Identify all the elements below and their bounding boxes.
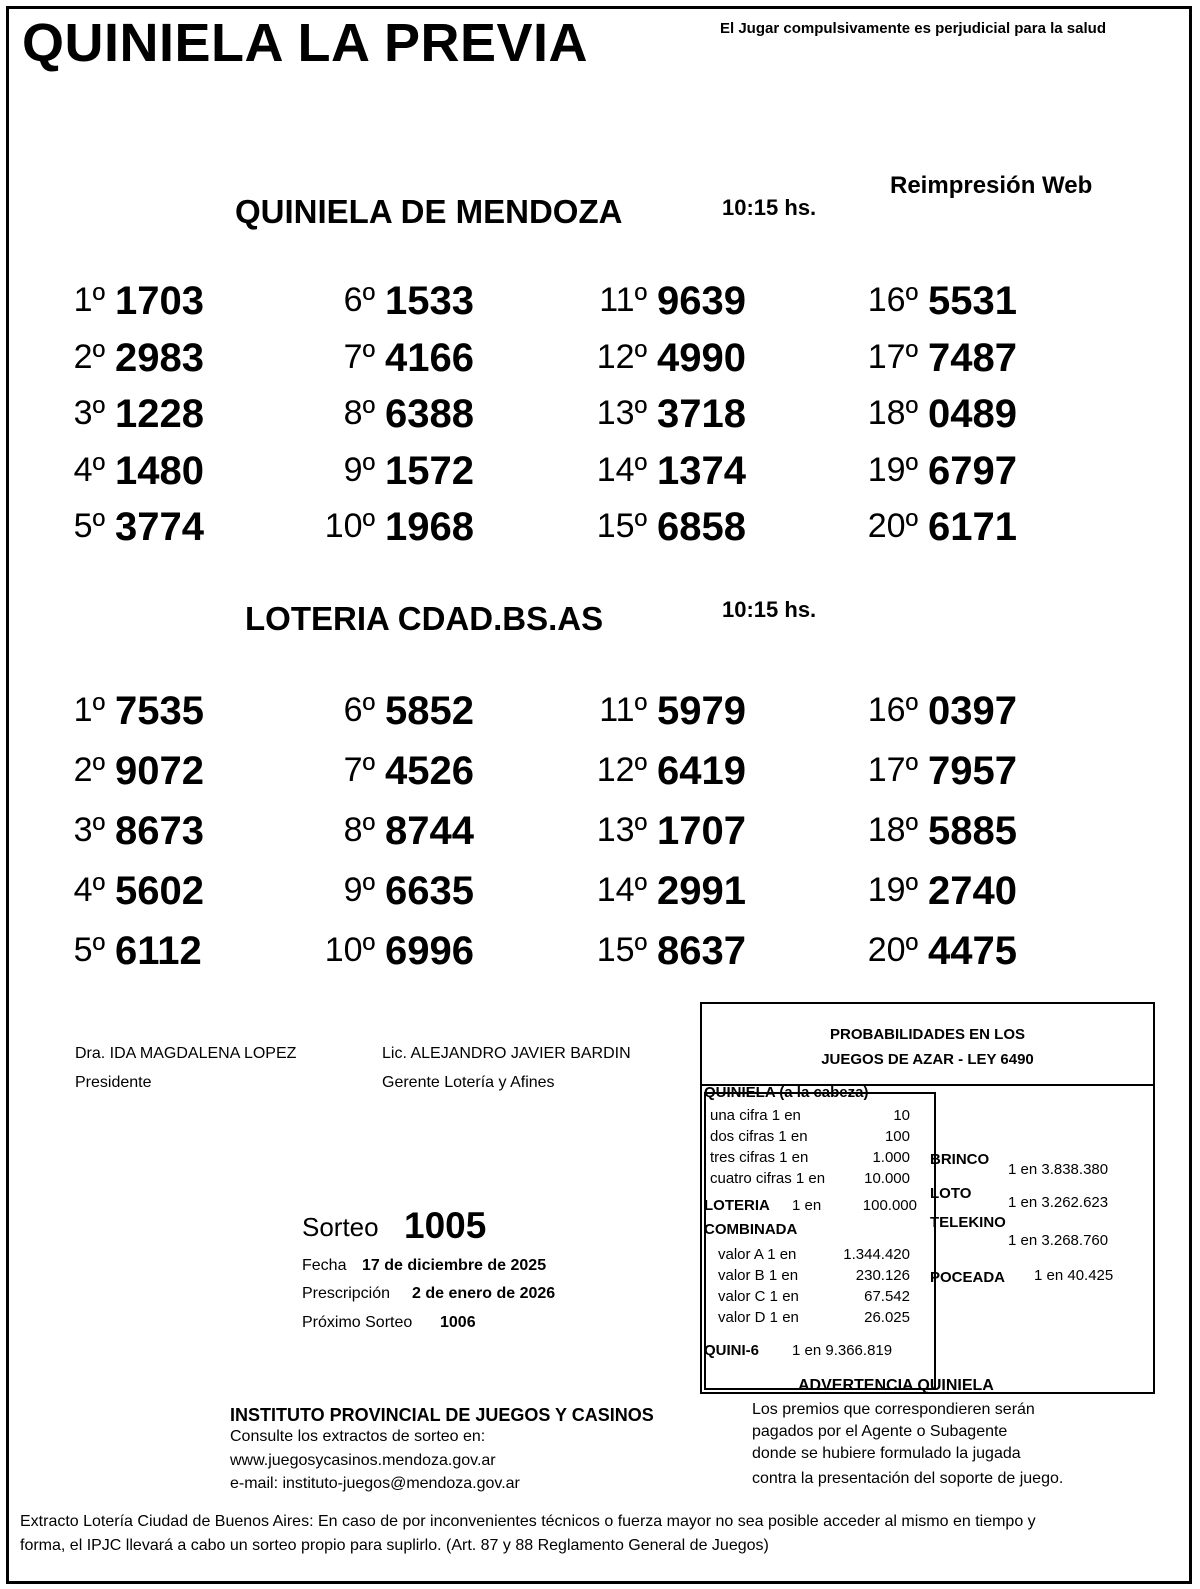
brinco-value: 1 en 3.838.380 [1008, 1161, 1109, 1178]
result-position: 10º [324, 931, 375, 969]
prob-row-value: 1.344.420 [843, 1246, 910, 1263]
result-position: 6º [343, 691, 375, 729]
result-cell [225, 387, 485, 437]
result-number: 6858 [657, 505, 746, 549]
prescripcion-label: Prescripción [302, 1285, 391, 1302]
result-cell [768, 500, 1028, 550]
result-position: 20º [867, 931, 918, 969]
result-position: 20º [867, 507, 918, 545]
result-number: 0489 [928, 392, 1017, 436]
prob-row-value: 26.025 [864, 1309, 910, 1326]
result-position: 12º [596, 337, 647, 376]
reprint-label: Reimpresión Web [890, 172, 1093, 199]
result-cell [225, 864, 485, 914]
result-number: 7487 [928, 335, 1017, 380]
sorteo-number: 1005 [404, 1205, 487, 1246]
result-number: 1572 [385, 448, 474, 493]
result-position: 3º [73, 811, 105, 849]
loteria-time: 10:15 hs. [722, 597, 817, 622]
institute-line1: Consulte los extractos de sorteo en: [230, 1428, 486, 1445]
institute-website: www.juegosycasinos.mendoza.gov.ar [230, 1452, 496, 1469]
result-position: 5º [73, 931, 105, 969]
quiniela-prob-title: QUINIELA (a la cabeza) [704, 1084, 869, 1101]
result-position: 13º [596, 811, 647, 849]
result-number: 6797 [928, 448, 1017, 493]
result-position: 14º [596, 450, 647, 489]
result-position: 7º [343, 751, 375, 789]
result-number: 9639 [657, 279, 746, 323]
result-position: 17º [867, 751, 918, 789]
result-position: 5º [73, 507, 105, 545]
result-cell [768, 274, 1028, 324]
result-position: 6º [343, 281, 375, 319]
result-number: 2983 [115, 335, 204, 380]
result-number: 4166 [385, 335, 474, 380]
prob-row-label: dos cifras 1 en [710, 1128, 808, 1145]
president-role: Presidente [75, 1074, 152, 1091]
result-position: 4º [73, 871, 105, 909]
prob-row-value: 1.000 [872, 1149, 910, 1166]
result-position: 1º [73, 281, 105, 319]
quini6-label: QUINI-6 [704, 1342, 760, 1359]
advertencia-line2: pagados por el Agente o Subagente [752, 1423, 1008, 1440]
result-cell [0, 744, 215, 794]
prob-row-label: cuatro cifras 1 en [710, 1170, 826, 1187]
result-number: 4526 [385, 749, 474, 793]
advertencia-line4: contra la presentación del soporte de juego. [752, 1470, 1064, 1487]
result-cell [497, 744, 757, 794]
probabilities-header [702, 1004, 1153, 1086]
result-position: 4º [73, 450, 105, 489]
result-cell [225, 274, 485, 324]
footer-line2: forma, el IPJC llevará a cabo un sorteo propio para suplirlo. (Art. 87 y 88 Reglamento General de Juegos) [20, 1537, 769, 1554]
result-number: 7535 [115, 689, 204, 733]
result-position: 7º [343, 337, 375, 376]
advertencia-line3: donde se hubiere formulado la jugada [752, 1445, 1021, 1462]
result-cell [768, 684, 1028, 734]
result-number: 8673 [115, 809, 204, 853]
result-cell [0, 444, 215, 494]
result-position: 8º [343, 811, 375, 849]
prob-row-value: 67.542 [864, 1288, 910, 1305]
result-cell [0, 924, 215, 974]
result-number: 2740 [928, 869, 1017, 913]
result-position: 8º [343, 394, 375, 432]
result-cell [497, 444, 757, 494]
result-position: 9º [343, 871, 375, 909]
result-number: 6419 [657, 749, 746, 793]
result-cell [768, 444, 1028, 494]
result-cell [768, 864, 1028, 914]
result-cell [768, 744, 1028, 794]
manager-name: Lic. ALEJANDRO JAVIER BARDIN [382, 1045, 631, 1062]
result-position: 1º [73, 691, 105, 729]
result-number: 0397 [928, 689, 1017, 733]
mendoza-time: 10:15 hs. [722, 195, 817, 220]
poceada-label: POCEADA [930, 1269, 1006, 1286]
probabilities-box [700, 1002, 1155, 1394]
result-cell [768, 331, 1028, 381]
loteria-prob-label: LOTERIA [704, 1197, 770, 1214]
footer-line1: Extracto Lotería Ciudad de Buenos Aires: En caso de por inconvenientes técnicos o fuerza mayor no sea posible acceder al mismo en tiempo y [20, 1513, 1036, 1530]
result-position: 3º [73, 394, 105, 432]
manager-role: Gerente Lotería y Afines [382, 1074, 555, 1091]
health-warning: El Jugar compulsivamente es perjudicial para la salud [720, 20, 1106, 37]
result-number: 6635 [385, 869, 474, 913]
result-position: 18º [867, 811, 918, 849]
prob-row-value: 230.126 [855, 1267, 910, 1284]
result-number: 7957 [928, 749, 1017, 793]
result-cell [768, 804, 1028, 854]
loto-value: 1 en 3.262.623 [1008, 1194, 1109, 1211]
result-cell [0, 274, 215, 324]
prob-row-label: valor A 1 en [718, 1246, 797, 1263]
result-position: 19º [867, 450, 918, 489]
prob-row-value: 10.000 [864, 1170, 910, 1187]
result-number: 1968 [385, 505, 474, 549]
prescripcion-value: 2 de enero de 2026 [412, 1285, 556, 1302]
probabilities-head-line1: PROBABILIDADES EN LOS [829, 1026, 1025, 1043]
combinada-title: COMBINADA [704, 1221, 798, 1238]
result-position: 16º [867, 691, 918, 729]
result-number: 6112 [115, 929, 202, 973]
result-cell [225, 924, 485, 974]
result-cell [497, 864, 757, 914]
result-position: 12º [596, 751, 647, 789]
result-position: 16º [867, 281, 918, 319]
result-cell [497, 274, 757, 324]
result-cell [497, 924, 757, 974]
result-position: 13º [596, 394, 647, 432]
fecha-label: Fecha [302, 1257, 347, 1274]
result-cell [0, 684, 215, 734]
result-position: 14º [596, 871, 647, 909]
result-position: 10º [324, 507, 375, 545]
loto-label: LOTO [930, 1185, 972, 1202]
result-number: 1480 [115, 448, 204, 493]
institute-name: INSTITUTO PROVINCIAL DE JUEGOS Y CASINOS [230, 1405, 654, 1425]
institute-email: e-mail: instituto-juegos@mendoza.gov.ar [230, 1475, 520, 1492]
result-number: 1533 [385, 279, 474, 323]
president-name: Dra. IDA MAGDALENA LOPEZ [75, 1045, 297, 1062]
result-cell [0, 804, 215, 854]
result-position: 15º [596, 507, 647, 545]
result-number: 5852 [385, 689, 474, 733]
telekino-value: 1 en 3.268.760 [1008, 1232, 1109, 1249]
prob-row-label: una cifra 1 en [710, 1107, 801, 1124]
result-cell [768, 387, 1028, 437]
result-number: 8744 [385, 809, 474, 853]
prob-row-label: valor C 1 en [718, 1288, 799, 1305]
brinco-label: BRINCO [930, 1151, 990, 1168]
result-cell [0, 331, 215, 381]
result-cell [0, 387, 215, 437]
result-cell [225, 444, 485, 494]
telekino-label: TELEKINO [930, 1214, 1006, 1231]
page-title: QUINIELA LA PREVIA [22, 13, 589, 73]
result-cell [225, 500, 485, 550]
result-number: 1703 [115, 279, 204, 323]
result-number: 4990 [657, 335, 746, 380]
result-cell [0, 500, 215, 550]
result-cell [225, 684, 485, 734]
result-number: 4475 [928, 929, 1017, 973]
result-number: 9072 [115, 749, 204, 793]
loteria-title: LOTERIA CDAD.BS.AS [245, 600, 604, 637]
proximo-label: Próximo Sorteo [302, 1314, 413, 1331]
prob-row-value: 10 [893, 1107, 910, 1124]
result-position: 2º [73, 751, 105, 789]
result-number: 3718 [657, 392, 746, 436]
result-cell [497, 804, 757, 854]
result-number: 6996 [385, 929, 474, 973]
result-number: 1374 [657, 448, 746, 493]
result-number: 1707 [657, 809, 746, 853]
result-number: 6171 [928, 505, 1017, 549]
result-position: 11º [599, 281, 647, 319]
result-position: 17º [867, 337, 918, 376]
fecha-value: 17 de diciembre de 2025 [362, 1257, 547, 1274]
prob-row-label: valor D 1 en [718, 1309, 799, 1326]
result-cell [497, 500, 757, 550]
prob-row-value: 100 [884, 1128, 910, 1145]
result-number: 2991 [657, 869, 746, 913]
result-number: 1228 [115, 392, 204, 436]
prob-row-label: valor B 1 en [718, 1267, 799, 1284]
quini6-value: 1 en 9.366.819 [792, 1342, 893, 1359]
result-cell [225, 744, 485, 794]
result-cell [497, 684, 757, 734]
result-position: 18º [867, 394, 918, 432]
result-cell [225, 804, 485, 854]
result-cell [0, 864, 215, 914]
result-position: 11º [599, 691, 647, 729]
result-cell [225, 331, 485, 381]
result-position: 19º [867, 871, 918, 909]
advertencia-title: ADVERTENCIA QUINIELA [798, 1377, 994, 1394]
mendoza-title: QUINIELA DE MENDOZA [235, 193, 623, 230]
sorteo-label: Sorteo [302, 1212, 379, 1242]
loteria-prob-en: 1 en [792, 1197, 822, 1214]
result-position: 15º [596, 931, 647, 969]
poceada-value: 1 en 40.425 [1034, 1267, 1114, 1284]
result-number: 5979 [657, 689, 746, 733]
result-number: 5602 [115, 869, 204, 913]
advertencia-line1: Los premios que correspondieren serán [752, 1401, 1035, 1418]
result-position: 9º [343, 450, 375, 489]
result-cell [497, 387, 757, 437]
result-number: 8637 [657, 929, 746, 973]
result-number: 5885 [928, 809, 1017, 853]
prob-row-label: tres cifras 1 en [710, 1149, 809, 1166]
result-cell [768, 924, 1028, 974]
result-number: 3774 [115, 505, 204, 549]
result-number: 6388 [385, 392, 474, 436]
probabilities-head-line2: JUEGOS DE AZAR - LEY 6490 [821, 1051, 1034, 1068]
result-position: 2º [73, 337, 105, 376]
proximo-value: 1006 [440, 1314, 476, 1331]
result-number: 5531 [928, 279, 1017, 323]
loteria-prob-value: 100.000 [862, 1197, 917, 1214]
result-cell [497, 331, 757, 381]
